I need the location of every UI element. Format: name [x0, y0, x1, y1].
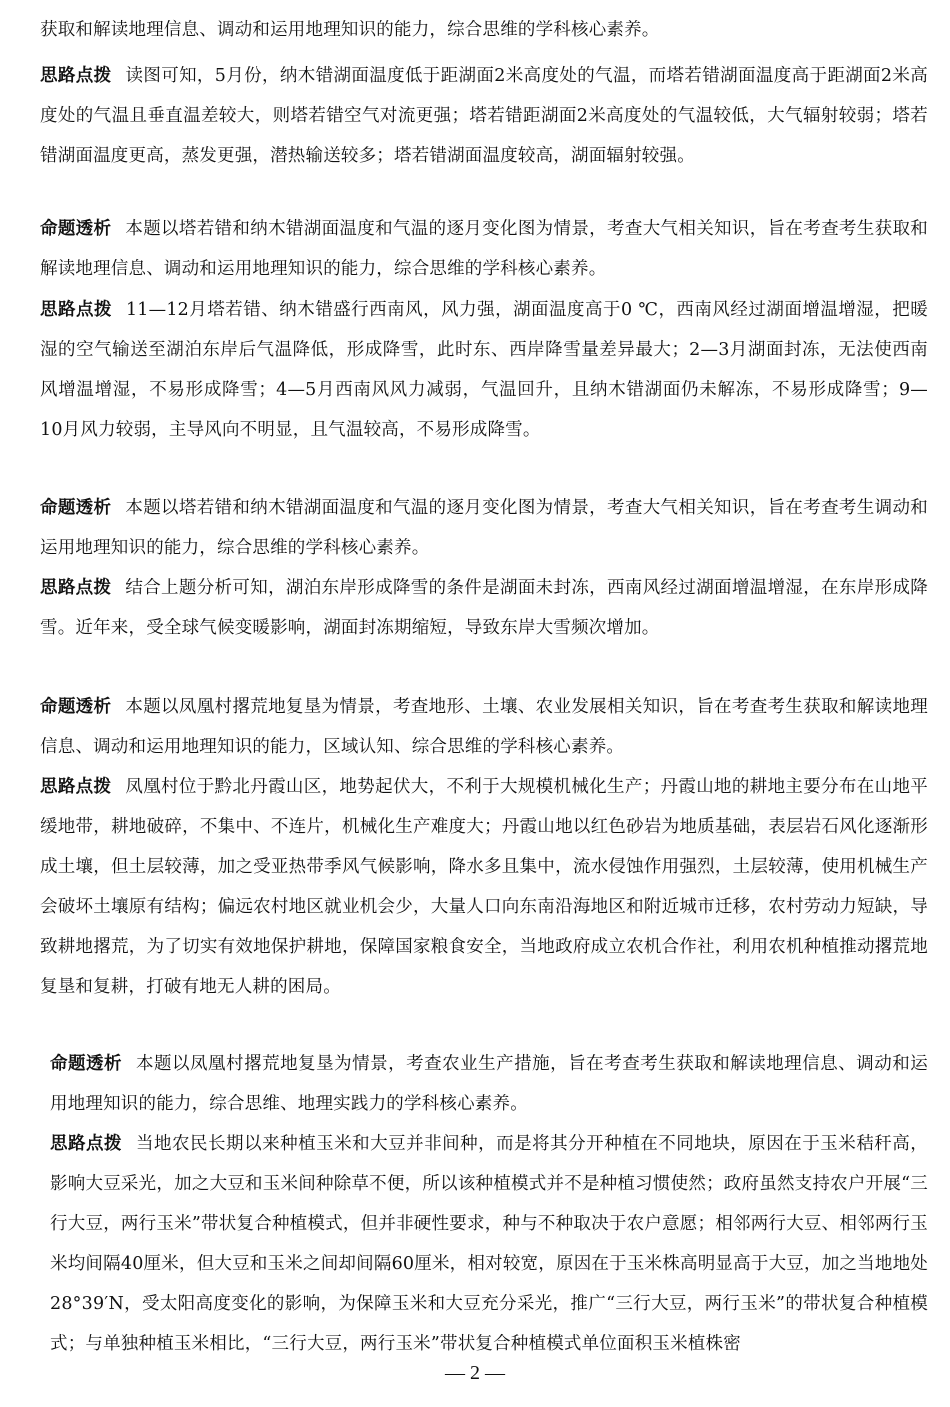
paragraph-text: 当地农民长期以来种植玉米和大豆并非间种，而是将其分开种植在不同地块，原因在于玉米秸秆高，影响大豆采光，加之大豆和玉米间种除草不便，所以该种植模式并不是种植习惯使然；政府虽然支持农户开展“三行大豆，两行玉米”带状复合种植模式，但并非硬性要求，种与不种取决于农户意愿；相邻两行大豆、相邻两行玉米均间隔40厘米，但大豆和玉米之间却间隔60厘米，相对较宽，原因在于玉米株高明显高于大豆，加之当地地处28°39′N，受太阳高度变化的影响，为保障玉米和大豆充分采光，推广“三行大豆，两行玉米”的带状复合种植模式；与单独种植玉米相比，“三行大豆，两行玉米”带状复合种植模式单位面积玉米植株密: [50, 1134, 928, 1354]
paragraph-intent-8: [40, 488, 928, 568]
heading-analysis: 思路点拨: [40, 777, 112, 797]
paragraph-text: 获取和解读地理信息、调动和运用地理知识的能力，综合思维的学科核心素养。: [40, 20, 660, 40]
page-number: — 2 —: [445, 1362, 505, 1384]
heading-analysis: 思路点拨: [50, 1134, 123, 1154]
paragraph-analysis-10: [50, 1124, 928, 1364]
paragraph-text: 本题以塔若错和纳木错湖面温度和气温的逐月变化图为情景，考查大气相关知识，旨在考查考生调动和运用地理知识的能力，综合思维的学科核心素养。: [40, 498, 928, 558]
paragraph-analysis-8: [40, 568, 928, 648]
heading-intent: 命题透析: [40, 219, 112, 239]
paragraph-text: 结合上题分析可知，湖泊东岸形成降雪的条件是湖面未封冻，西南风经过湖面增温增湿，在东岸形成降雪。近年来，受全球气候变暖影响，湖面封冻期缩短，导致东岸大雪频次增加。: [40, 578, 928, 638]
paragraph-analysis-6: [40, 56, 928, 176]
paragraph-intent-9: [40, 687, 928, 767]
heading-analysis: 思路点拨: [40, 66, 112, 86]
heading-intent: 命题透析: [50, 1054, 123, 1074]
paragraph-analysis-9: [40, 767, 928, 1007]
paragraph-text: 凤凰村位于黔北丹霞山区，地势起伏大，不利于大规模机械化生产；丹霞山地的耕地主要分布在山地平缓地带，耕地破碎，不集中、不连片，机械化生产难度大；丹霞山地以红色砂岩为地质基础，表层岩石风化逐渐形成土壤，但土层较薄，加之受亚热带季风气候影响，降水多且集中，流水侵蚀作用强烈，土层较薄，使用机械生产会破坏土壤原有结构；偏远农村地区就业机会少，大量人口向东南沿海地区和附近城市迁移，农村劳动力短缺，导致耕地撂荒，为了切实有效地保护耕地，保障国家粮食安全，当地政府成立农机合作社，利用农机种植推动撂荒地复垦和复耕，打破有地无人耕的困局。: [40, 777, 928, 997]
heading-analysis: 思路点拨: [40, 300, 112, 320]
paragraph-text: 本题以塔若错和纳木错湖面温度和气温的逐月变化图为情景，考查大气相关知识，旨在考查考生获取和解读地理信息、调动和运用地理知识的能力，综合思维的学科核心素养。: [40, 219, 928, 279]
paragraph-continuation: [40, 10, 928, 50]
paragraph-analysis-7: [40, 290, 928, 450]
paragraph-text: 11—12月塔若错、纳木错盛行西南风，风力强，湖面温度高于0 ℃，西南风经过湖面增温增湿，把暖湿的空气输送至湖泊东岸后气温降低，形成降雪，此时东、西岸降雪量差异最大；2—3月湖面封冻，无法使西南风增温增湿，不易形成降雪；4—5月西南风风力减弱，气温回升，且纳木错湖面仍未解冻，不易形成降雪；9—10月风力较弱，主导风向不明显，且气温较高，不易形成降雪。: [40, 300, 928, 440]
question-9-answer: [16, 652, 34, 683]
heading-analysis: 思路点拨: [40, 578, 112, 598]
question-8-answer: [16, 453, 34, 484]
question-7-answer: [16, 174, 34, 205]
paragraph-text: 本题以凤凰村撂荒地复垦为情景，考查农业生产措施，旨在考查考生获取和解读地理信息、调动和运用地理知识的能力，综合思维、地理实践力的学科核心素养。: [50, 1054, 928, 1114]
paragraph-text: 读图可知，5月份，纳木错湖面温度低于距湖面2米高度处的气温，而塔若错湖面温度高于距湖面2米高度处的气温且垂直温差较大，则塔若错空气对流更强；塔若错距湖面2米高度处的气温较低，大气辐射较弱；塔若错湖面温度更高，蒸发更强，潜热输送较多；塔若错湖面温度较高，湖面辐射较强。: [40, 66, 928, 166]
paragraph-intent-7: [40, 209, 928, 289]
paragraph-text: 本题以凤凰村撂荒地复垦为情景，考查地形、土壤、农业发展相关知识，旨在考查考生获取和解读地理信息、调动和运用地理知识的能力，区域认知、综合思维的学科核心素养。: [40, 697, 928, 757]
paragraph-intent-10: [50, 1044, 928, 1124]
heading-intent: 命题透析: [40, 498, 112, 518]
heading-intent: 命题透析: [40, 697, 112, 717]
question-10-answer: [16, 1010, 34, 1041]
